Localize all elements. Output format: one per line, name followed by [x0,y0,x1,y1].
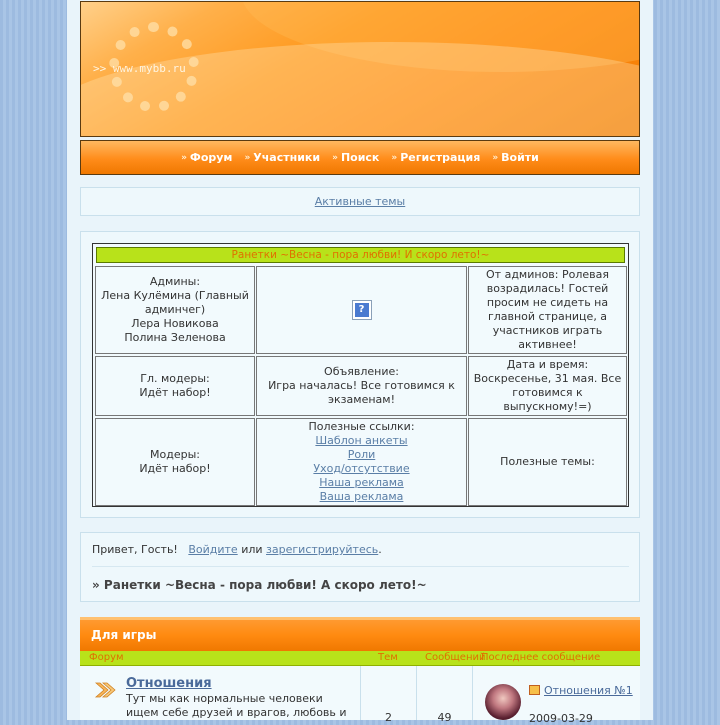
nav-login[interactable]: » Войти [492,151,539,164]
breadcrumb: » Ранетки ~Весна - пора любви! А скоро лето!~ [92,578,427,592]
greeting-text: Привет, Гость! [92,543,178,556]
missing-image-icon: ? [352,300,372,320]
posts-count-cell [417,666,473,724]
chevron-right-icon: » [181,152,187,163]
col-topics: Тем [378,652,398,663]
admins-cell [95,266,255,354]
head-mods-label: Гл. модеры: [140,372,210,385]
link-profile-template[interactable]: Шаблон анкеты [315,434,408,447]
last-post-cell [473,666,640,725]
banner-logo-text: >> www.mybb.ru [93,62,186,75]
chevron-right-icon: » [332,152,338,163]
forum-row [80,666,640,725]
forum-title-link[interactable]: Отношения [126,676,212,691]
greeting-period: . [378,543,382,556]
chevron-right-icon: » [492,152,499,163]
col-forum: Форум [89,652,124,663]
links-label: Полезные ссылки: [308,420,415,433]
notice-text: Игра началась! Все готовимся к экзаменам! [268,379,455,406]
forum-column-headers [80,651,640,666]
divider [92,566,629,567]
nav-forum[interactable]: » Форум [181,151,233,164]
announcement-table [92,243,629,507]
topics-label: Полезные темы: [500,455,595,468]
admin-name: Полина Зеленова [124,331,226,344]
topics-count-cell [361,666,417,724]
active-topics-bar [80,187,640,216]
nav-search[interactable]: » Поиск [332,151,380,164]
forum-banner [80,1,640,137]
nav-users[interactable]: » Участники [244,151,321,164]
admin-name: Лера Новикова [131,317,219,330]
register-link[interactable]: зарегистрируйтесь [266,543,379,556]
link-absence[interactable]: Уход/отсутствие [313,462,410,475]
greeting-line [92,543,382,556]
chevron-right-icon: » [244,152,251,163]
link-roles[interactable]: Роли [347,448,376,461]
category-header: Для игры [80,617,640,651]
link-your-ads[interactable]: Ваша реклама [319,490,404,503]
head-mods-value: Идёт набор! [139,386,211,399]
admin-note: От админов: Ролевая возрадилась! Гостей просим не сидеть на главной странице, а участников играть активнее! [486,268,609,351]
forum-info-cell [80,666,361,720]
main-navigation [80,140,640,175]
announcement-box [80,231,640,518]
announcement-title: Ранетки ~Весна - пора любви! И скоро лето!~ [96,247,625,263]
login-link[interactable]: Войдите [188,543,238,556]
mods-label: Модеры: [150,448,200,461]
avatar[interactable] [485,684,521,720]
notice-label: Объявление: [324,365,399,378]
admins-label: Админы: [149,275,201,288]
image-cell [256,266,467,354]
link-our-ads[interactable]: Наша реклама [319,476,404,489]
mods-value: Идёт набор! [139,462,211,475]
topics-cell [468,418,627,506]
col-last-post: Последнее сообщение [481,652,601,663]
datetime-cell [468,356,627,416]
forum-arrow-icon [94,680,116,700]
datetime-text: Воскресенье, 31 мая. Все готовимся к выпускному!=) [473,372,622,413]
links-cell [256,418,467,506]
last-post-date: 2009-03-29 [529,712,593,725]
nav-register[interactable]: » Регистрация [391,151,481,164]
posts-count: 49 [437,711,452,724]
greeting-box [80,532,640,602]
admin-note-cell [468,266,627,354]
col-posts: Сообщений [425,652,486,663]
topics-count: 2 [385,711,392,724]
head-mods-cell [95,356,255,416]
chevron-right-icon: » [391,152,398,163]
mods-cell [95,418,255,506]
forum-description: Тут мы как нормальные человеки ищем себе друзей и врагов, любовь и [126,692,347,719]
greeting-or: или [241,543,263,556]
last-post-link[interactable]: Отношения №1 [544,684,633,697]
active-topics-link[interactable]: Активные темы [314,195,406,208]
datetime-label: Дата и время: [506,358,589,371]
notice-cell [256,356,467,416]
admin-name: Лена Кулёмина (Главный админчег) [101,289,249,316]
